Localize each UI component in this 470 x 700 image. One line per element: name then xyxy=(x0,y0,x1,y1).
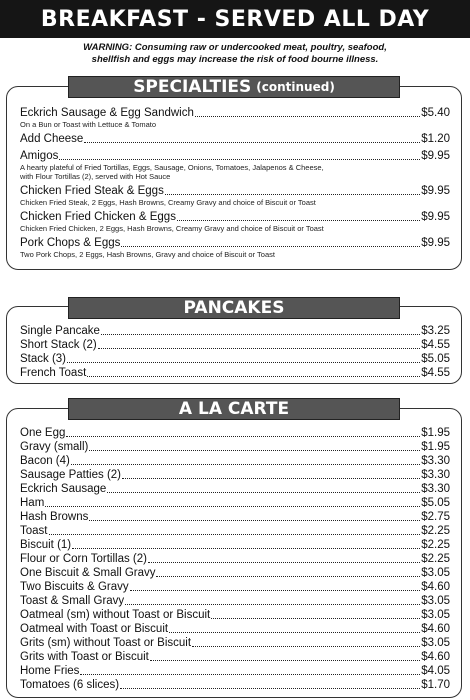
menu-item xyxy=(20,184,450,207)
menu-item-line xyxy=(20,678,450,692)
menu-item-line xyxy=(20,132,450,146)
menu-item xyxy=(20,236,450,259)
menu-item-name: Oatmeal with Toast or Biscuit xyxy=(20,623,169,635)
menu-item-price: $1.95 xyxy=(421,441,450,453)
menu-item-price: $9.95 xyxy=(421,211,450,223)
menu-item-price: $1.95 xyxy=(421,427,450,439)
menu-item-line xyxy=(20,440,450,454)
dot-leader xyxy=(67,352,420,363)
menu-item-line xyxy=(20,552,450,566)
menu-item-line xyxy=(20,496,450,510)
menu-item-name: Bacon (4) xyxy=(20,455,70,467)
menu-item-name: Biscuit (1) xyxy=(20,539,72,551)
menu-item xyxy=(20,338,450,352)
menu-item-price: $9.95 xyxy=(421,150,450,162)
menu-item-price: $4.55 xyxy=(421,339,450,351)
dot-leader xyxy=(71,454,420,465)
pancakes-heading xyxy=(68,297,400,319)
menu-item-price: $4.05 xyxy=(421,665,450,677)
dot-leader xyxy=(125,594,420,605)
dot-leader xyxy=(130,580,421,591)
menu-item-name: Grits with Toast or Biscuit xyxy=(20,651,149,663)
menu-item-price: $5.05 xyxy=(421,353,450,365)
menu-item-price: $4.55 xyxy=(421,367,450,379)
menu-item xyxy=(20,352,450,366)
menu-title: BREAKFAST - SERVED ALL DAY xyxy=(0,0,470,38)
dot-leader xyxy=(98,338,421,349)
menu-item-name: One Egg xyxy=(20,427,66,439)
menu-item-line xyxy=(20,426,450,440)
menu-item-line xyxy=(20,538,450,552)
menu-item-line xyxy=(20,454,450,468)
menu-item-line xyxy=(20,650,450,664)
menu-item-name: Stack (3) xyxy=(20,353,67,365)
dot-leader xyxy=(156,566,420,577)
food-warning xyxy=(20,42,450,66)
menu-item xyxy=(20,524,450,538)
dot-leader xyxy=(148,552,420,563)
menu-item-price: $4.60 xyxy=(421,623,450,635)
menu-item xyxy=(20,678,450,692)
menu-item-name: Eckrich Sausage & Egg Sandwich xyxy=(20,107,194,119)
menu-item xyxy=(20,132,450,146)
dot-leader xyxy=(59,149,420,160)
menu-item-name: Add Cheese xyxy=(20,133,84,145)
menu-item-description: Two Pork Chops, 2 Eggs, Hash Browns, Gravy and choice of Biscuit or Toast xyxy=(20,250,275,259)
menu-item-price: $9.95 xyxy=(421,237,450,249)
menu-item-line xyxy=(20,482,450,496)
menu-item-name: Gravy (small) xyxy=(20,441,89,453)
dot-leader xyxy=(195,106,420,117)
menu-item-price: $3.30 xyxy=(421,469,450,481)
menu-item-price: $2.25 xyxy=(421,553,450,565)
warning-line-1: WARNING: Consuming raw or undercooked meat, poultry, seafood, xyxy=(83,42,387,53)
warning-line-2: shellfish and eggs may increase the risk of food bourne illness. xyxy=(91,54,379,65)
alacarte-heading xyxy=(68,398,400,420)
menu-item-line xyxy=(20,210,450,224)
menu-item xyxy=(20,538,450,552)
menu-item-line xyxy=(20,324,450,338)
menu-item xyxy=(20,106,450,129)
pancakes-title: PANCAKES xyxy=(183,298,285,318)
dot-leader xyxy=(66,426,420,437)
menu-item-price: $1.70 xyxy=(421,679,450,691)
menu-item xyxy=(20,468,450,482)
menu-item xyxy=(20,650,450,664)
menu-item-name: Two Biscuits & Gravy xyxy=(20,581,129,593)
menu-item-price: $3.25 xyxy=(421,325,450,337)
menu-item xyxy=(20,594,450,608)
dot-leader xyxy=(150,650,420,661)
specialties-suffix: (continued) xyxy=(256,80,335,94)
menu-item-line xyxy=(20,468,450,482)
dot-leader xyxy=(211,608,420,619)
dot-leader xyxy=(101,324,420,335)
menu-item xyxy=(20,210,450,233)
menu-item xyxy=(20,510,450,524)
menu-item-price: $5.40 xyxy=(421,107,450,119)
menu-item-line xyxy=(20,352,450,366)
dot-leader xyxy=(84,132,420,143)
menu-item-price: $3.05 xyxy=(421,637,450,649)
menu-item xyxy=(20,664,450,678)
menu-item-price: $1.20 xyxy=(421,133,450,145)
dot-leader xyxy=(107,482,420,493)
dot-leader xyxy=(177,210,420,221)
menu-item xyxy=(20,608,450,622)
menu-item-name: Ham xyxy=(20,497,45,509)
menu-item-description: Chicken Fried Steak, 2 Eggs, Hash Browns, Creamy Gravy and choice of Biscuit or Toast xyxy=(20,198,316,207)
menu-item xyxy=(20,440,450,454)
menu-item-line xyxy=(20,236,450,250)
menu-item-name: Pork Chops & Eggs xyxy=(20,237,121,249)
menu-item xyxy=(20,580,450,594)
menu-item-name: Single Pancake xyxy=(20,325,100,337)
menu-item-line xyxy=(20,338,450,352)
dot-leader xyxy=(49,524,421,535)
menu-item xyxy=(20,454,450,468)
menu-item-name: French Toast xyxy=(20,367,87,379)
menu-item-name: Chicken Fried Chicken & Eggs xyxy=(20,211,176,223)
menu-item-name: Toast xyxy=(20,525,48,537)
menu-item-line xyxy=(20,622,450,636)
menu-item-price: $4.60 xyxy=(421,581,450,593)
specialties-list xyxy=(20,106,450,262)
menu-item xyxy=(20,566,450,580)
alacarte-title: A LA CARTE xyxy=(178,399,290,419)
menu-item-line xyxy=(20,594,450,608)
dot-leader xyxy=(87,366,420,377)
dot-leader xyxy=(121,236,420,247)
menu-item-name: One Biscuit & Small Gravy xyxy=(20,567,156,579)
menu-item xyxy=(20,366,450,380)
menu-item-price: $3.05 xyxy=(421,595,450,607)
menu-item-line xyxy=(20,636,450,650)
dot-leader xyxy=(165,184,420,195)
menu-item-line xyxy=(20,184,450,198)
menu-item-description: with Flour Tortillas (2), served with Hot Sauce xyxy=(20,172,171,181)
dot-leader xyxy=(89,510,420,521)
menu-item-price: $3.05 xyxy=(421,609,450,621)
menu-item-name: Home Fries xyxy=(20,665,80,677)
menu-item-line xyxy=(20,149,450,163)
menu-item-description: A hearty plateful of Fried Tortillas, Eggs, Sausage, Onions, Tomatoes, Jalapenos & Cheese, xyxy=(20,163,324,172)
menu-item-name: Eckrich Sausage xyxy=(20,483,107,495)
dot-leader xyxy=(72,538,420,549)
menu-item xyxy=(20,324,450,338)
menu-item-line xyxy=(20,566,450,580)
menu-item-price: $3.30 xyxy=(421,455,450,467)
menu-item-name: Sausage Patties (2) xyxy=(20,469,122,481)
menu-item xyxy=(20,426,450,440)
menu-item-line xyxy=(20,106,450,120)
menu-item-name: Short Stack (2) xyxy=(20,339,97,351)
menu-item-name: Grits (sm) without Toast or Biscuit xyxy=(20,637,192,649)
menu-item xyxy=(20,149,450,181)
dot-leader xyxy=(45,496,420,507)
specialties-title: SPECIALTIES xyxy=(133,77,252,97)
menu-item-name: Hash Browns xyxy=(20,511,89,523)
menu-item-price: $9.95 xyxy=(421,185,450,197)
menu-item-description: Chicken Fried Chicken, 2 Eggs, Hash Browns, Creamy Gravy and choice of Biscuit or Toast xyxy=(20,224,324,233)
menu-item-line xyxy=(20,510,450,524)
menu-item-name: Toast & Small Gravy xyxy=(20,595,125,607)
dot-leader xyxy=(169,622,420,633)
menu-item-price: $2.25 xyxy=(421,539,450,551)
dot-leader xyxy=(192,636,420,647)
menu-item-name: Flour or Corn Tortillas (2) xyxy=(20,553,147,565)
menu-item-line xyxy=(20,608,450,622)
menu-item-description: On a Bun or Toast with Lettuce & Tomato xyxy=(20,120,157,129)
menu-item-name: Oatmeal (sm) without Toast or Biscuit xyxy=(20,609,211,621)
menu-item-price: $3.30 xyxy=(421,483,450,495)
menu-item-line xyxy=(20,524,450,538)
dot-leader xyxy=(122,468,420,479)
dot-leader xyxy=(120,678,420,689)
alacarte-list xyxy=(20,426,450,692)
menu-item-line xyxy=(20,366,450,380)
dot-leader xyxy=(80,664,420,675)
menu-item-price: $2.75 xyxy=(421,511,450,523)
menu-item xyxy=(20,622,450,636)
menu-item xyxy=(20,496,450,510)
menu-item-name: Chicken Fried Steak & Eggs xyxy=(20,185,164,197)
pancakes-list xyxy=(20,324,450,380)
menu-item xyxy=(20,482,450,496)
dot-leader xyxy=(89,440,420,451)
menu-item-line xyxy=(20,664,450,678)
menu-item-price: $3.05 xyxy=(421,567,450,579)
menu-item-price: $2.25 xyxy=(421,525,450,537)
menu-item xyxy=(20,552,450,566)
menu-item-name: Amigos xyxy=(20,150,59,162)
specialties-heading xyxy=(68,76,400,98)
menu-item-price: $4.60 xyxy=(421,651,450,663)
menu-item-price: $5.05 xyxy=(421,497,450,509)
menu-item-name: Tomatoes (6 slices) xyxy=(20,679,120,691)
menu-item xyxy=(20,636,450,650)
menu-item-line xyxy=(20,580,450,594)
